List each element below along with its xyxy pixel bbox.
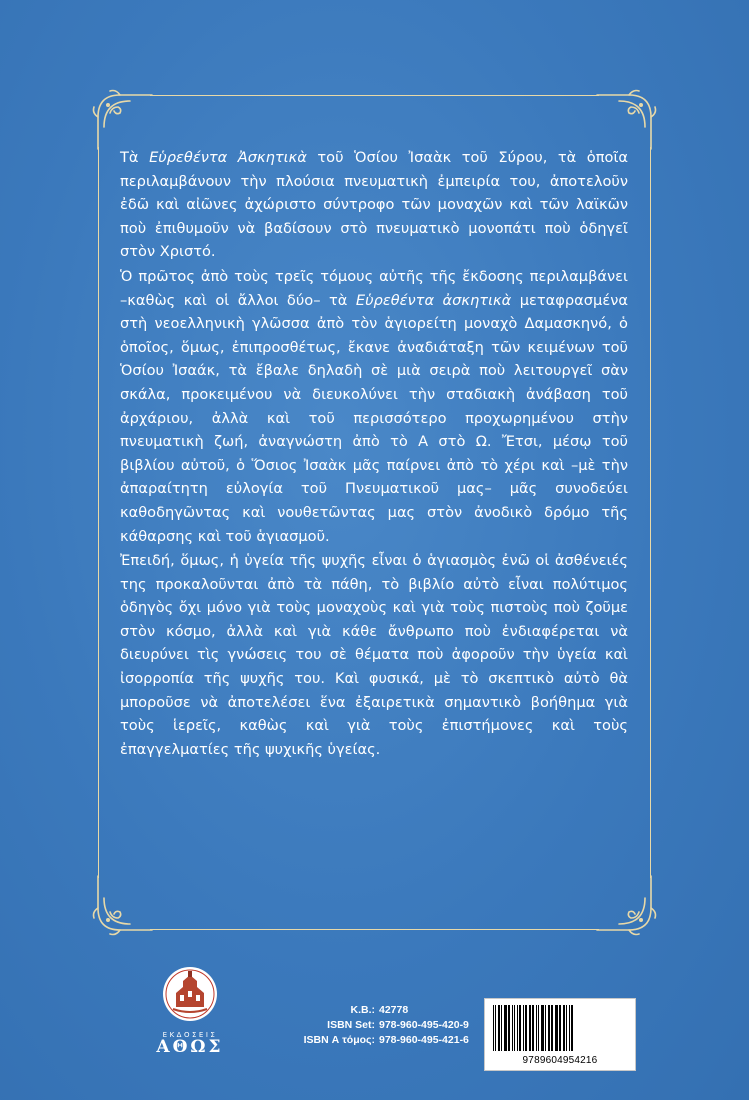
frame-right-line [650,147,651,878]
barcode-bars [491,1005,629,1051]
text-run: Τὰ [120,149,150,166]
corner-ornament-icon [589,868,659,938]
code-row [250,1003,477,1018]
code-row [250,1018,477,1033]
code-label: Κ.Β.: [350,1004,375,1016]
barcode-bar [498,1005,500,1051]
barcode-bar [514,1005,515,1051]
paragraph-2 [120,265,628,548]
code-label: ISBN Α τόμος: [303,1034,375,1046]
barcode-digits: 9789604954216 [522,1055,598,1066]
barcode-bar [548,1005,550,1051]
book-title-italic: Εὑρεθέντα Ἀσκητικὰ [149,149,307,166]
barcode-bar [529,1005,531,1051]
code-label: ISBN Set: [327,1019,375,1031]
barcode-bar [563,1005,565,1051]
isbn-barcode [484,998,636,1071]
publisher-imprint: ΕΚΔΟΣΕΙΣ [162,1031,218,1039]
barcode-bar [566,1005,567,1051]
book-title-italic: Εὑρεθέντα ἀσκητικὰ [355,291,512,309]
code-value: 42778 [379,1004,409,1016]
text-run: Ὁ πρῶτος ἀπὸ τοὺς τρεῖς τόμους αὐτῆς τῆς ἔκδοσης περιλαμβάνει –καθὼς καὶ οἱ ἄλλοι δύο– τὰ [120,267,628,309]
barcode-bar [541,1005,544,1051]
barcode-bar [504,1005,507,1051]
catalog-codes [250,1003,477,1048]
barcode-bar [536,1005,537,1051]
text-run: μεταφρασμένα στὴ νεοελληνικὴ γλῶσσα ἀπὸ τὸν ἁγιορείτη μοναχὸ Δαμασκηνό, ὁ ὁποῖος, ὅμως, ἐπιπροσθέτως, ἔκανε ἀναδιάταξη τῶν κειμένων τοῦ Ὁσίου Ἰσαάκ, τὰ ἔβαλε δηλαδὴ σὲ μιὰ σειρὰ ποὺ λειτουργεῖ σὰν σκάλα, προκειμένου νὰ διευκολύνει τὴν σταδιακὴ ἀνάβαση τοῦ ἀρχάριου, ἀλλὰ καὶ τοῦ περισσότερο προχωρημένου στὴν πνευματικὴ ζωή, ἀναγνώστη ἀπὸ τὸ Α στὸ Ω. Ἔτσι, μέσῳ τοῦ βιβλίου αὐτοῦ, ὁ Ὅσιος Ἰσαὰκ μᾶς παίρνει ἀπὸ τὸ χέρι καὶ –μὲ τὴν ἀπαραίτητη εὐλογία τοῦ Πνευματικοῦ μας– μᾶς συνοδεύει καθοδηγῶντας καὶ νουθετῶντας μας στὸν ἀνοδικὸ δρόμο τῆς κάθαρσης καὶ τοῦ ἁγιασμοῦ. [120,291,628,545]
barcode-bar [532,1005,534,1051]
barcode-bar [569,1005,570,1051]
barcode-bar [571,1005,573,1051]
barcode-bar [517,1005,518,1051]
corner-ornament-icon [90,868,160,938]
barcode-bar [501,1005,502,1051]
paragraph-1 [120,146,628,264]
text-run: Ἐπειδή, ὅμως, ἡ ὑγεία τῆς ψυχῆς εἶναι ὁ ἁγιασμὸς ἐνῶ οἱ ἀσθένειές της προκαλοῦνται ἀπὸ τὰ πάθη, τὸ βιβλίο αὐτὸ εἶναι πολύτιμος ὁδηγὸς ὄχι μόνο γιὰ τοὺς μοναχοὺς καὶ γιὰ τοὺς πιστοὺς ποὺ ζοῦμε στὸν κόσμο, ἀλλὰ καὶ γιὰ κάθε ἄνθρωπο ποὺ ἐνδιαφέρεται νὰ διευρύνει τὶς γνώσεις του σὲ θέματα ποὺ ἀφοροῦν τὴν ὑγεία καὶ ἰσορροπία τῆς ψυχῆς του. Καὶ φυσικά, μὲ τὸ σκεπτικὸ αὐτὸ θὰ μποροῦσε νὰ ἀποτελέσει ἕνα ἐξαιρετικὰ σημαντικὸ βοήθημα γιὰ τοὺς ἱερεῖς, καθὼς καὶ γιὰ τοὺς ἐπιστήμονες καὶ τοὺς ἐπαγγελματίες τῆς ψυχικῆς ὑγείας. [120,552,628,758]
frame-top-line [150,95,599,96]
barcode-bar [559,1005,561,1051]
barcode-bar [545,1005,546,1051]
text-run: τοῦ Ὁσίου Ἰσαὰκ τοῦ Σύρου, τὰ ὁποῖα περιλαμβάνουν τὴν πλούσια πνευματικὴ ἐμπειρία του, ἀποτελοῦν ἐδῶ καὶ αἰῶνες ἀχώριστο σύντροφο τῶν μοναχῶν καὶ τῶν λαϊκῶν ποὺ ἐπιθυμοῦν νὰ βαδίσουν στὸ πνευματικὸ μονοπάτι ποὺ ὁδηγεῖ στὸν Χριστό. [120,149,629,261]
barcode-bar [551,1005,553,1051]
barcode-bar [495,1005,496,1051]
barcode-bar [508,1005,510,1051]
frame-left-line [98,147,99,878]
barcode-bar [525,1005,527,1051]
barcode-bar [555,1005,558,1051]
code-value: 978-960-495-421-6 [379,1034,469,1046]
publisher-name: ΑΘΩΣ [156,1037,224,1057]
code-value: 978-960-495-420-9 [379,1019,469,1031]
blurb-text [120,146,628,761]
publisher-logo [150,965,230,1065]
barcode-bar [538,1005,539,1051]
barcode-bar [519,1005,521,1051]
code-row [250,1033,477,1048]
paragraph-3 [120,549,628,761]
monastery-emblem-icon [161,965,219,1023]
barcode-bar [493,1005,494,1051]
barcode-bar [523,1005,524,1051]
barcode-bar [512,1005,513,1051]
frame-bottom-line [150,929,599,930]
